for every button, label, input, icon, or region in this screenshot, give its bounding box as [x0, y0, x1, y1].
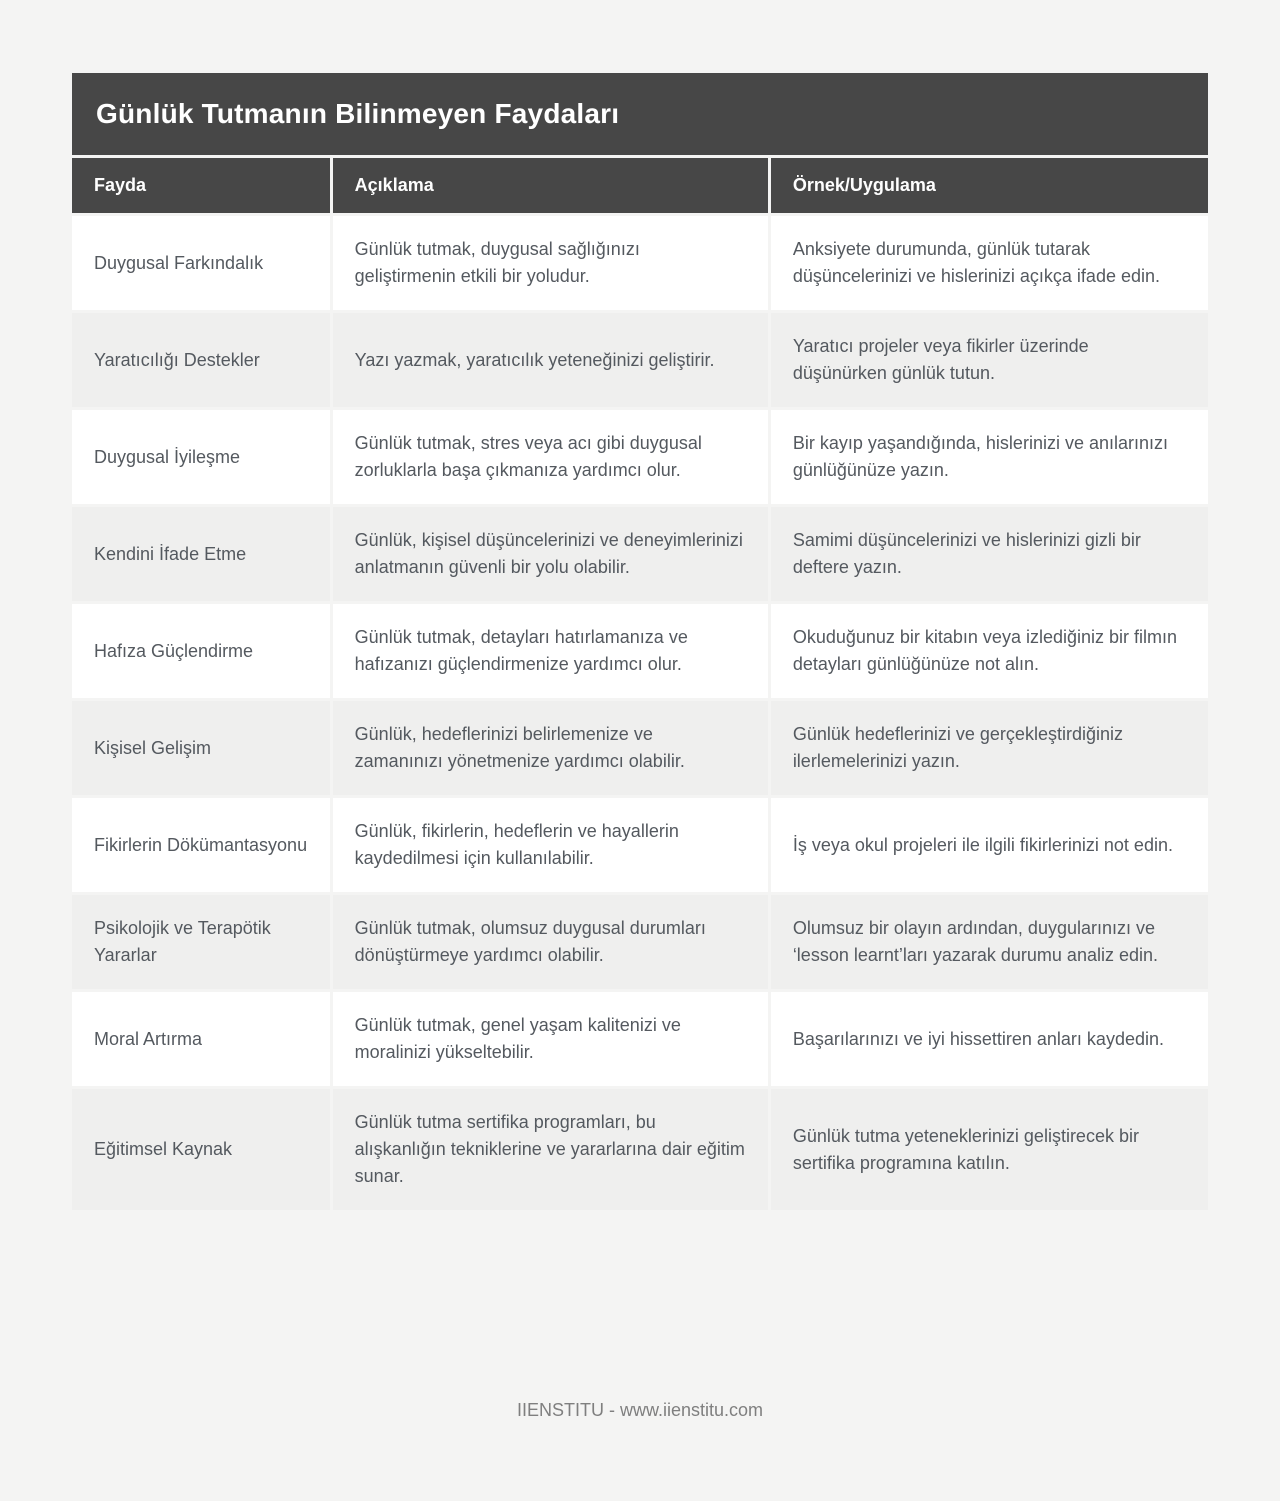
cell-fayda: Duygusal İyileşme [72, 410, 330, 504]
cell-ornek: Başarılarınızı ve iyi hissettiren anları kaydedin. [771, 992, 1208, 1086]
footer-credit: IIENSTITU - www.iienstitu.com [516, 1400, 764, 1420]
cell-ornek: Yaratıcı projeler veya fikirler üzerinde düşünürken günlük tutun. [771, 313, 1208, 407]
column-header-fayda: Fayda [72, 158, 330, 213]
table-body [72, 216, 1208, 1210]
cell-aciklama: Günlük, kişisel düşüncelerinizi ve deneyimlerinizi anlatmanın güvenli bir yolu olabilir. [333, 507, 768, 601]
cell-ornek: Anksiyete durumunda, günlük tutarak düşüncelerinizi ve hislerinizi açıkça ifade edin. [771, 216, 1208, 310]
cell-ornek: Günlük hedeflerinizi ve gerçekleştirdiğiniz ilerlemelerinizi yazın. [771, 701, 1208, 795]
table-row [72, 410, 1208, 504]
cell-fayda: Hafıza Güçlendirme [72, 604, 330, 698]
cell-fayda: Kişisel Gelişim [72, 701, 330, 795]
cell-ornek: Bir kayıp yaşandığında, hislerinizi ve anılarınızı günlüğünüze yazın. [771, 410, 1208, 504]
table-row [72, 701, 1208, 795]
cell-fayda: Duygusal Farkındalık [72, 216, 330, 310]
cell-aciklama: Günlük, fikirlerin, hedeflerin ve hayallerin kaydedilmesi için kullanılabilir. [333, 798, 768, 892]
table-row [72, 1089, 1208, 1210]
table-row [72, 507, 1208, 601]
cell-aciklama: Günlük tutma sertifika programları, bu alışkanlığın tekniklerine ve yararlarına dair eğitim sunar. [333, 1089, 768, 1210]
cell-aciklama: Günlük tutmak, detayları hatırlamanıza ve hafızanızı güçlendirmenize yardımcı olur. [333, 604, 768, 698]
cell-ornek: Günlük tutma yeteneklerinizi geliştirecek bir sertifika programına katılın. [771, 1089, 1208, 1210]
cell-aciklama: Yazı yazmak, yaratıcılık yeteneğinizi geliştirir. [333, 313, 768, 407]
table-sheet [72, 73, 1208, 1213]
header-row [72, 158, 1208, 213]
table-row [72, 604, 1208, 698]
page-title: Günlük Tutmanın Bilinmeyen Faydaları [72, 73, 1208, 155]
cell-ornek: Olumsuz bir olayın ardından, duygularınızı ve ‘lesson learnt’ları yazarak durumu analiz edin. [771, 895, 1208, 989]
cell-aciklama: Günlük, hedeflerinizi belirlemenize ve zamanınızı yönetmenize yardımcı olabilir. [333, 701, 768, 795]
cell-fayda: Fikirlerin Dökümantasyonu [72, 798, 330, 892]
cell-fayda: Kendini İfade Etme [72, 507, 330, 601]
table-row [72, 992, 1208, 1086]
cell-fayda: Yaratıcılığı Destekler [72, 313, 330, 407]
table-row [72, 313, 1208, 407]
cell-aciklama: Günlük tutmak, duygusal sağlığınızı geliştirmenin etkili bir yoludur. [333, 216, 768, 310]
cell-aciklama: Günlük tutmak, stres veya acı gibi duygusal zorluklarla başa çıkmanıza yardımcı olur. [333, 410, 768, 504]
column-header-aciklama: Açıklama [333, 158, 768, 213]
cell-aciklama: Günlük tutmak, olumsuz duygusal durumları dönüştürmeye yardımcı olabilir. [333, 895, 768, 989]
cell-fayda: Eğitimsel Kaynak [72, 1089, 330, 1210]
cell-ornek: Samimi düşüncelerinizi ve hislerinizi gizli bir deftere yazın. [771, 507, 1208, 601]
column-header-ornek: Örnek/Uygulama [771, 158, 1208, 213]
cell-fayda: Moral Artırma [72, 992, 330, 1086]
benefits-table [69, 155, 1211, 1213]
cell-ornek: İş veya okul projeleri ile ilgili fikirlerinizi not edin. [771, 798, 1208, 892]
cell-ornek: Okuduğunuz bir kitabın veya izlediğiniz bir filmın detayları günlüğünüze not alın. [771, 604, 1208, 698]
cell-aciklama: Günlük tutmak, genel yaşam kalitenizi ve moralinizi yükseltebilir. [333, 992, 768, 1086]
table-row [72, 798, 1208, 892]
table-row [72, 895, 1208, 989]
cell-fayda: Psikolojik ve Terapötik Yararlar [72, 895, 330, 989]
table-row [72, 216, 1208, 310]
